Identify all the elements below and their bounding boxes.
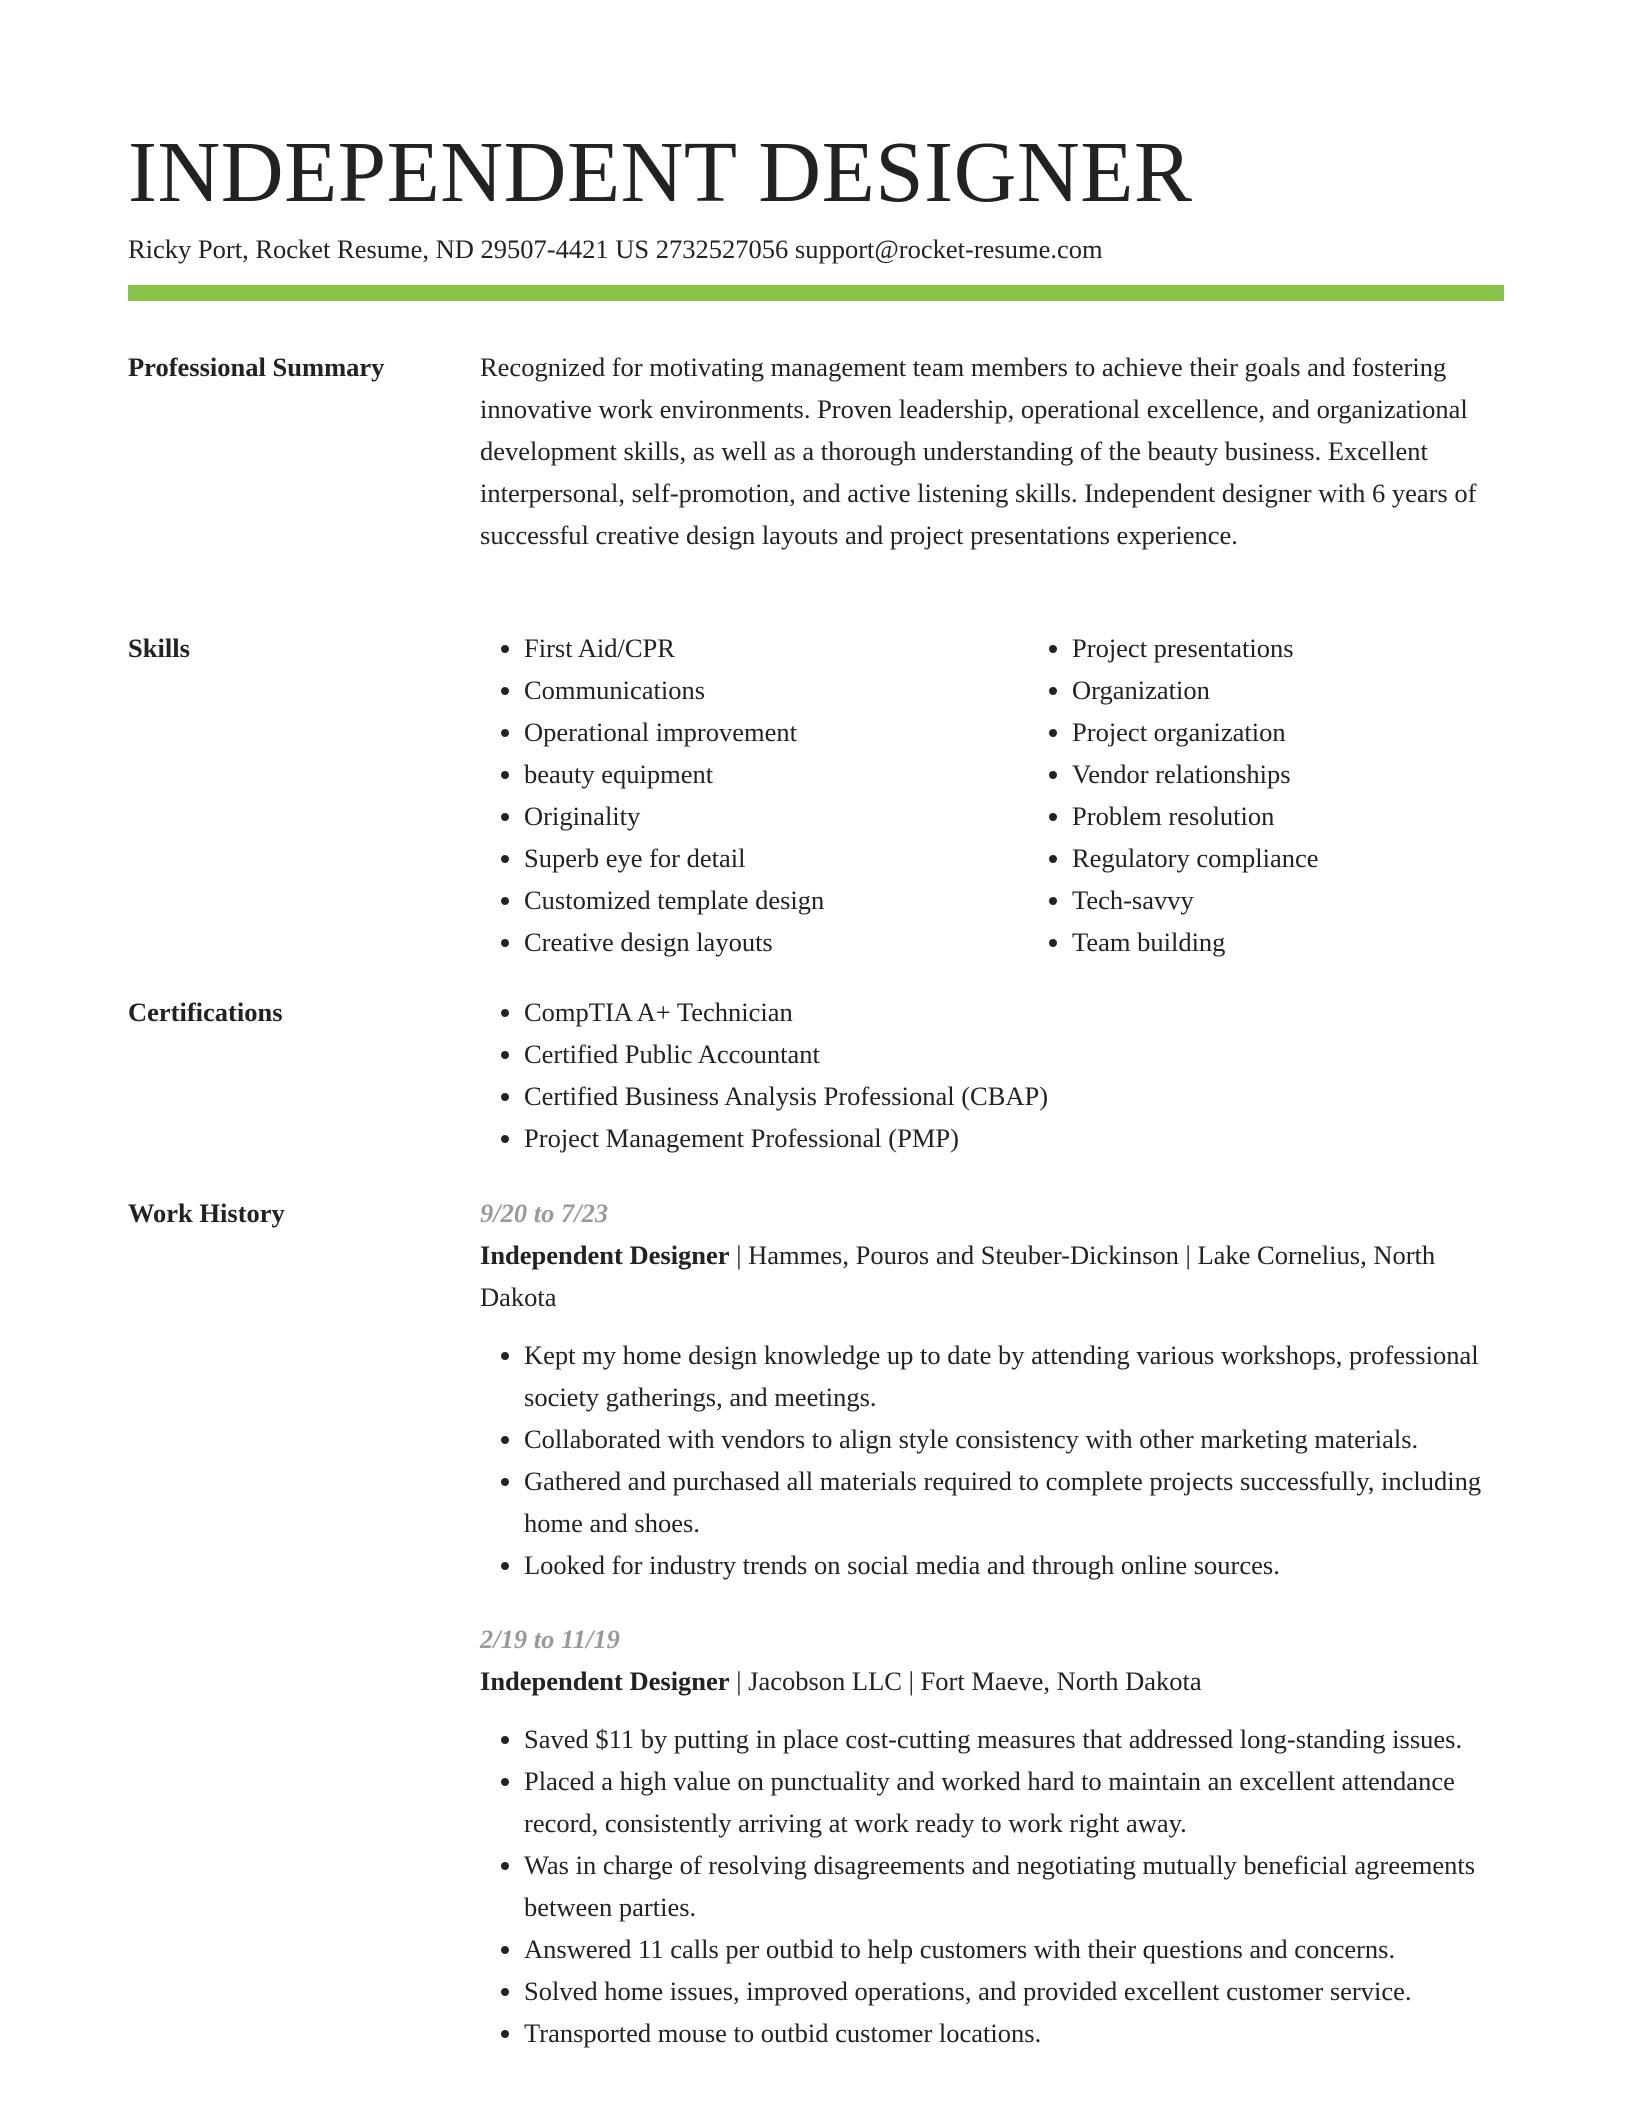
skills-list-right	[1028, 627, 1532, 963]
skill-item: • Originality	[524, 795, 984, 837]
job-bullet: • Gathered and purchased all materials required to complete projects successfully, including home and shoes.	[524, 1460, 1504, 1544]
resume-name: INDEPENDENT DESIGNER	[128, 123, 1193, 220]
job-bullet: • Transported mouse to outbid customer locations.	[524, 2012, 1504, 2054]
work-history-body	[480, 1192, 1504, 2086]
certification-item: • Certified Business Analysis Professional (CBAP)	[524, 1075, 1504, 1117]
summary-text: Recognized for motivating management team members to achieve their goals and fostering innovative work environments. Proven leadership, operational excellence, and organizational development skills, as well as a thorough understanding of the beauty business. Excellent interpersonal, self-promotion, and active listening skills. Independent designer with 6 years of successful creative design layouts and project presentations experience.	[480, 352, 1477, 550]
job-bullets	[480, 1334, 1504, 1586]
job-entry	[480, 1192, 1504, 1586]
skill-item: • Regulatory compliance	[1072, 837, 1532, 879]
job-details: | Hammes, Pouros and Steuber-Dickinson | Lake Cornelius, North Dakota	[480, 1240, 1436, 1312]
job-entry	[480, 1618, 1504, 2054]
work-history-heading: Work History	[128, 1198, 285, 1228]
skill-item: • Superb eye for detail	[524, 837, 984, 879]
job-dates: 2/19 to 11/19	[480, 1624, 620, 1654]
job-bullet: • Solved home issues, improved operations, and provided excellent customer service.	[524, 1970, 1504, 2012]
skill-item: • Tech-savvy	[1072, 879, 1532, 921]
job-bullet: • Placed a high value on punctuality and worked hard to maintain an excellent attendance record, consistently arriving at work ready to work right away.	[524, 1760, 1504, 1844]
certification-item: • CompTIA A+ Technician	[524, 991, 1504, 1033]
skill-item: • Customized template design	[524, 879, 984, 921]
certification-item: • Project Management Professional (PMP)	[524, 1117, 1504, 1159]
job-bullet: • Collaborated with vendors to align style consistency with other marketing materials.	[524, 1418, 1504, 1460]
skill-item: • Team building	[1072, 921, 1532, 963]
certification-item: • Certified Public Accountant	[524, 1033, 1504, 1075]
skills-list-left	[480, 627, 984, 963]
job-details: | Jacobson LLC | Fort Maeve, North Dakota	[729, 1666, 1202, 1696]
job-title: Independent Designer	[480, 1240, 730, 1270]
certifications-heading: Certifications	[128, 997, 283, 1027]
skill-item: • Vendor relationships	[1072, 753, 1532, 795]
job-header	[480, 1234, 1504, 1318]
skill-item: • Project organization	[1072, 711, 1532, 753]
skill-item: • Creative design layouts	[524, 921, 984, 963]
job-bullet: • Kept my home design knowledge up to date by attending various workshops, professional society gatherings, and meetings.	[524, 1334, 1504, 1418]
job-bullets	[480, 1718, 1504, 2054]
job-header	[480, 1660, 1504, 1702]
job-bullet: • Looked for industry trends on social media and through online sources.	[524, 1544, 1504, 1586]
summary-heading: Professional Summary	[128, 352, 385, 382]
skills-columns	[480, 627, 1504, 963]
job-bullet: • Saved $11 by putting in place cost-cutting measures that addressed long-standing issues.	[524, 1718, 1504, 1760]
skill-item: • First Aid/CPR	[524, 627, 984, 669]
skill-item: • Organization	[1072, 669, 1532, 711]
summary-body	[480, 346, 1504, 556]
skill-item: • Operational improvement	[524, 711, 984, 753]
job-title: Independent Designer	[480, 1666, 730, 1696]
accent-divider	[128, 285, 1504, 301]
skills-heading: Skills	[128, 633, 190, 663]
skill-item: • beauty equipment	[524, 753, 984, 795]
skill-item: • Project presentations	[1072, 627, 1532, 669]
skill-item: • Communications	[524, 669, 984, 711]
certifications-body	[480, 991, 1504, 1159]
job-bullet: • Answered 11 calls per outbid to help customers with their questions and concerns.	[524, 1928, 1504, 1970]
job-dates: 9/20 to 7/23	[480, 1198, 609, 1228]
skill-item: • Problem resolution	[1072, 795, 1532, 837]
job-bullet: • Was in charge of resolving disagreements and negotiating mutually beneficial agreements between parties.	[524, 1844, 1504, 1928]
certifications-list	[480, 991, 1504, 1159]
skills-body	[480, 627, 1504, 963]
contact-line: Ricky Port, Rocket Resume, ND 29507-4421 US 2732527056 support@rocket-resume.com	[128, 234, 1103, 264]
